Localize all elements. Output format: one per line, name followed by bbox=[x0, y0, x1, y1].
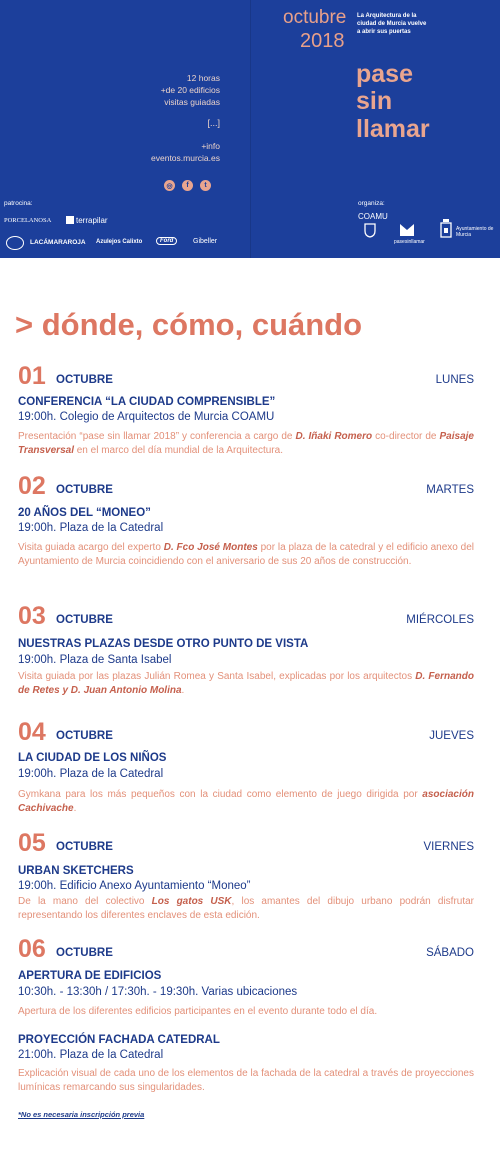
day-month: OCTUBRE bbox=[56, 841, 113, 853]
sponsor-seal-icon bbox=[6, 236, 24, 250]
day-month: OCTUBRE bbox=[56, 947, 113, 959]
banner-title-line: sin bbox=[356, 87, 393, 115]
event-title: CONFERENCIA “LA CIUDAD COMPRENSIBLE” bbox=[18, 396, 276, 408]
description-text: Apertura de los diferentes edificios participantes en el evento durante todo el día. bbox=[18, 1006, 378, 1017]
more-info-label: +info bbox=[201, 141, 220, 151]
event-description bbox=[18, 670, 474, 698]
event-title: URBAN SKETCHERS bbox=[18, 865, 134, 877]
day-weekday: LUNES bbox=[435, 374, 474, 386]
description-text: Visita guiada acargo del experto bbox=[18, 542, 164, 553]
organizer-ayuntamiento: Ayuntamiento de Murcia bbox=[456, 226, 494, 238]
facebook-icon[interactable]: f bbox=[182, 180, 193, 191]
event-title: PROYECCIÓN FACHADA CATEDRAL bbox=[18, 1034, 220, 1046]
banner-highlights bbox=[100, 72, 220, 108]
event-title: APERTURA DE EDIFICIOS bbox=[18, 970, 162, 982]
day-header bbox=[18, 363, 474, 389]
event-time-place: 19:00h. Plaza de Santa Isabel bbox=[18, 654, 172, 666]
instagram-icon[interactable]: ◎ bbox=[164, 180, 175, 191]
more-info bbox=[100, 140, 220, 164]
day-weekday: JUEVES bbox=[429, 730, 474, 742]
description-text: co-director de bbox=[372, 431, 440, 442]
banner-tagline bbox=[357, 12, 477, 36]
ayuntamiento-crest-icon bbox=[439, 219, 453, 239]
event-time-place: 19:00h. Colegio de Arquitectos de Murcia COAMU bbox=[18, 411, 275, 423]
sponsor-logo-terrapilar bbox=[66, 216, 108, 225]
organizer-coamu: COAMU bbox=[358, 212, 388, 221]
day-number: 03 bbox=[18, 602, 46, 630]
event-description bbox=[18, 541, 474, 569]
highlight-line: visitas guiadas bbox=[164, 97, 220, 107]
day-header bbox=[18, 719, 474, 745]
coamu-shield-icon bbox=[362, 222, 378, 238]
description-text: . bbox=[181, 685, 185, 696]
day-month: OCTUBRE bbox=[56, 730, 113, 742]
sponsor-logo-ford: Ford bbox=[156, 237, 177, 245]
highlight-line: +de 20 edificios bbox=[160, 85, 220, 95]
event-time-place: 10:30h. - 13:30h / 17:30h. - 19:30h. Varias ubicaciones bbox=[18, 986, 298, 998]
highlighted-name: D. Iñaki Romero bbox=[295, 431, 373, 442]
description-text: . bbox=[73, 803, 77, 814]
event-title: 20 AÑOS DEL “MONEO” bbox=[18, 507, 151, 519]
event-description bbox=[18, 895, 474, 923]
day-month: OCTUBRE bbox=[56, 374, 113, 386]
highlight-line: 12 horas bbox=[186, 73, 220, 83]
description-text: Presentación “pase sin llamar 2018” y conferencia a cargo de bbox=[18, 431, 296, 442]
day-number: 01 bbox=[18, 362, 46, 390]
highlighted-name: D. Fco José Montes bbox=[163, 542, 258, 553]
day-month: OCTUBRE bbox=[56, 484, 113, 496]
banner-month: octubre bbox=[283, 7, 347, 28]
description-text: por la plaza de la catedral y el edificio anexo del Ayuntamiento de Murcia coincidiendo con el aniversario de sus 20 años de construcción. bbox=[18, 542, 475, 567]
website-link[interactable]: eventos.murcia.es bbox=[151, 153, 220, 163]
twitter-icon[interactable]: t bbox=[200, 180, 211, 191]
event-time-place: 19:00h. Plaza de la Catedral bbox=[18, 768, 164, 780]
highlighted-name: Paisaje Transversal bbox=[18, 431, 474, 456]
tagline-line: La Arquitectura de la bbox=[357, 13, 417, 19]
pasesinllamar-logo-icon bbox=[399, 221, 415, 237]
sponsor-logo-lacamararoja: LACÁMARAROJA bbox=[30, 239, 86, 246]
banner-year: 2018 bbox=[300, 30, 345, 52]
event-description bbox=[18, 1005, 474, 1019]
day-number: 04 bbox=[18, 718, 46, 746]
registration-note: *No es necesaria inscripción previa bbox=[18, 1110, 145, 1119]
page-title: > dónde, cómo, cuándo bbox=[15, 307, 363, 342]
organiza-label: organiza: bbox=[358, 200, 385, 207]
banner-title-line: pase bbox=[356, 60, 413, 88]
day-weekday: SÁBADO bbox=[426, 947, 474, 959]
organizer-pasesinllamar: pasesinllamar bbox=[394, 239, 425, 245]
event-description bbox=[18, 1067, 474, 1095]
event-time-place: 19:00h. Edificio Anexo Ayuntamiento “Moneo” bbox=[18, 880, 251, 892]
highlighted-name: Los gatos USK bbox=[151, 896, 232, 907]
banner-ellipsis: [...] bbox=[207, 118, 220, 128]
sponsor-logo-azulejos: Azulejos Calixto bbox=[96, 239, 143, 245]
sponsor-logo-porcelanosa: PORCELANOSA bbox=[4, 217, 52, 224]
social-links bbox=[164, 180, 211, 191]
sponsor-name: terrapilar bbox=[76, 216, 108, 225]
event-time-place: 19:00h. Plaza de la Catedral bbox=[18, 522, 164, 534]
day-header bbox=[18, 603, 474, 629]
day-header bbox=[18, 830, 474, 856]
tagline-line: ciudad de Murcia vuelve bbox=[357, 21, 427, 27]
event-description bbox=[18, 788, 474, 816]
description-text: Explicación visual de cada uno de los elementos de la fachada de la catedral a través de proyecciones lumínicas remarcando sus singularidades. bbox=[18, 1068, 474, 1093]
day-header bbox=[18, 936, 474, 962]
fold-line bbox=[250, 0, 251, 258]
event-time-place: 21:00h. Plaza de la Catedral bbox=[18, 1049, 164, 1061]
event-title: NUESTRAS PLAZAS DESDE OTRO PUNTO DE VISTA bbox=[18, 638, 309, 650]
banner-title-line: llamar bbox=[356, 115, 430, 143]
event-title: LA CIUDAD DE LOS NIÑOS bbox=[18, 752, 167, 764]
patrocina-label: patrocina: bbox=[4, 200, 33, 207]
day-header bbox=[18, 473, 474, 499]
day-number: 05 bbox=[18, 829, 46, 857]
description-text: De la mano del colectivo bbox=[18, 896, 152, 907]
day-weekday: MIÉRCOLES bbox=[406, 614, 474, 626]
description-text: en el marco del día mundial de la Arquitectura. bbox=[73, 445, 283, 456]
day-weekday: VIERNES bbox=[423, 841, 474, 853]
day-number: 02 bbox=[18, 472, 46, 500]
description-text: Gymkana para los más pequeños con la ciudad como elemento de juego dirigida por bbox=[18, 789, 423, 800]
highlighted-name: D. Fernando de Retes y D. Juan Antonio Molina bbox=[18, 671, 474, 696]
day-weekday: MARTES bbox=[426, 484, 474, 496]
day-number: 06 bbox=[18, 935, 46, 963]
day-month: OCTUBRE bbox=[56, 614, 113, 626]
event-banner bbox=[0, 0, 500, 258]
tagline-line: a abrir sus puertas bbox=[357, 29, 411, 35]
sponsor-logo-gibeller: Gibeller bbox=[193, 238, 218, 245]
event-description bbox=[18, 430, 474, 458]
highlighted-name: asociación Cachivache bbox=[18, 789, 474, 814]
description-text: Visita guiada por las plazas Julián Romea y Santa Isabel, explicadas por los arquitectos bbox=[18, 671, 416, 682]
terrapilar-mark-icon bbox=[66, 216, 74, 224]
description-text: , los amantes del dibujo urbano podrán disfrutar representando los diferentes enclaves de esta edición. bbox=[18, 896, 475, 921]
